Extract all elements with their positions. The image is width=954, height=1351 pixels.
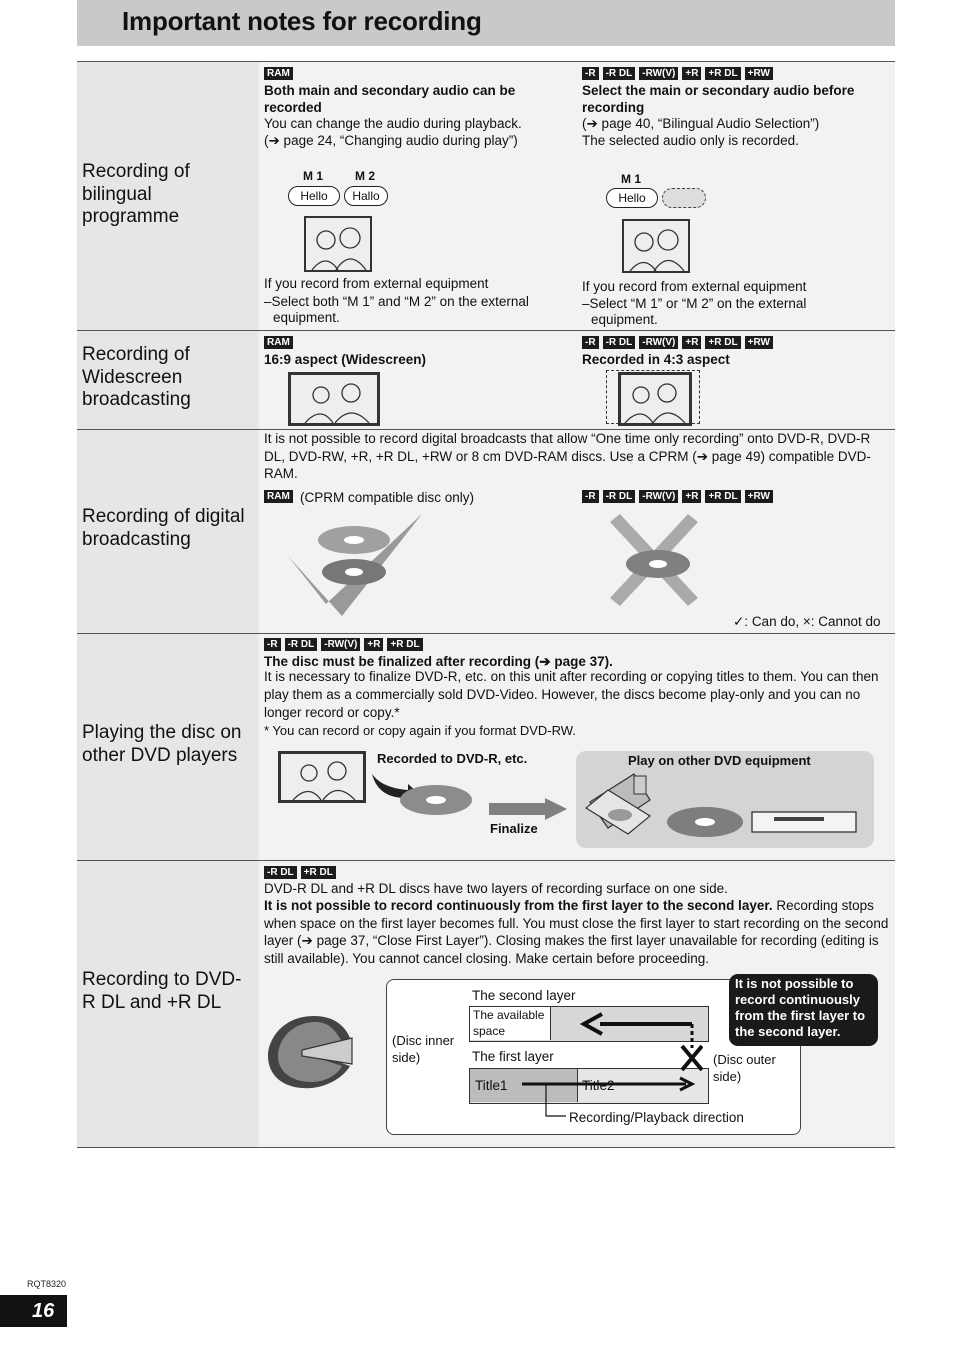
bilingual-left-ext2: –Select both “M 1” and “M 2” on the external: [264, 294, 529, 309]
play-label: Play on other DVD equipment: [628, 753, 811, 768]
dual-layer-text2-bold: It is not possible to record continuously from the first layer to the second layer.: [264, 898, 773, 913]
badge-group: [264, 866, 336, 879]
first-layer-label: The first layer: [472, 1049, 554, 1064]
row-label-cell: [77, 331, 259, 429]
bilingual-right-ext3: equipment.: [591, 312, 658, 327]
dual-layer-text1: DVD-R DL and +R DL discs have two layers of recording surface on one side.: [264, 881, 728, 896]
widescreen-tv-icon: [288, 372, 380, 426]
page-title: Important notes for recording: [122, 6, 482, 36]
row-label-cell: [77, 62, 259, 330]
badge-group: [264, 336, 293, 349]
finalize-footnote: * You can record or copy again if you format DVD-RW.: [264, 723, 576, 738]
bilingual-right-text2: The selected audio only is recorded.: [582, 133, 799, 148]
bilingual-right-heading: Select the main or secondary audio before recording: [582, 83, 855, 115]
disc-badge: -RW(V): [639, 490, 678, 503]
disc-badge: -RW(V): [321, 638, 360, 651]
disc-badge: +R DL: [705, 67, 740, 80]
table-bottom-rule: [77, 1147, 895, 1148]
row-label: Recording of digital broadcasting: [82, 506, 245, 550]
disc-badge: +RW: [745, 67, 773, 80]
bilingual-left-ext1: If you record from external equipment: [264, 276, 489, 291]
widescreen-left-heading: 16:9 aspect (Widescreen): [264, 352, 426, 367]
disc-badge: -R DL: [603, 67, 636, 80]
tv-picture-icon: [304, 216, 372, 272]
m2-label: M 2: [355, 169, 376, 183]
m1-label: M 1: [303, 169, 324, 183]
disc-badge: -R: [582, 336, 599, 349]
finalize-heading: The disc must be finalized after recording (➔ page 37).: [264, 654, 613, 669]
dvd-devices-icon: [584, 772, 870, 840]
dual-layer-text2: [264, 897, 890, 967]
second-layer-label: The second layer: [472, 988, 576, 1003]
disc-badge: +R DL: [705, 490, 740, 503]
row-label: Playing the disc on other DVD players: [82, 722, 242, 766]
four-three-tv-icon: [618, 372, 692, 426]
disc-badge: +R: [682, 67, 701, 80]
digital-left-note: (CPRM compatible disc only): [300, 490, 475, 505]
disc-badge: -RW(V): [639, 67, 678, 80]
bilingual-left-text2: (➔ page 24, “Changing audio during play”): [264, 133, 518, 148]
page-number: 16: [0, 1295, 67, 1327]
disc-badge: +R DL: [705, 336, 740, 349]
badge-group: [582, 67, 773, 80]
disc-badge: +R: [682, 336, 701, 349]
badge-group: [264, 67, 293, 80]
document-code: RQT8320: [27, 1279, 67, 1289]
check-disc-icon: [286, 512, 426, 620]
disc-outer-label: (Disc outer side): [713, 1052, 776, 1084]
disc-badge: -R DL: [285, 638, 318, 651]
finalize-text: It is necessary to finalize DVD-R, etc. on this unit after recording or copying titles to them. You can then play them as a commercially sold DVD-Video. However, the discs become play-only and you can no longer record or copy.*: [264, 669, 879, 720]
dual-layer-text2-rest: Recording stops when space on the first layer becomes full. You must close the first layer to start recording on the second layer (➔ page 37, “Close First Layer”). Closing makes the first layer unavailable for recording (editing is still available). You cannot cancel closing. Make certain before proceeding.: [264, 898, 889, 966]
row-label-cell: [77, 430, 259, 633]
finalize-arrow-icon: [489, 798, 569, 820]
badge-group: [264, 638, 423, 651]
disc-badge: +RW: [745, 490, 773, 503]
tv-picture-icon: [622, 219, 690, 273]
bilingual-right-ext2: –Select “M 1” or “M 2” on the external: [582, 296, 807, 311]
disc-badge: -R: [264, 638, 281, 651]
dual-layer-disc-icon: [266, 1012, 356, 1092]
cross-disc-icon: [606, 512, 702, 608]
m1-label: M 1: [621, 172, 642, 186]
digital-legend: ✓: Can do, ×: Cannot do: [733, 614, 881, 629]
disc-badge: +R DL: [301, 866, 336, 879]
finalize-label: Finalize: [490, 821, 538, 836]
record-arrow-disc-icon: [368, 768, 478, 820]
bilingual-left-text1: You can change the audio during playback.: [264, 116, 522, 131]
title1-label: Title1: [475, 1078, 508, 1093]
row-label-cell: [77, 634, 259, 860]
badge-group: [582, 336, 773, 349]
recorded-label: Recorded to DVD-R, etc.: [377, 751, 528, 766]
direction-label: Recording/Playback direction: [569, 1110, 744, 1125]
title2-label: Title2: [582, 1078, 615, 1093]
disc-badge: -R DL: [264, 866, 297, 879]
disc-inner-label: (Disc inner side): [392, 1033, 455, 1065]
disc-badge: +RW: [745, 336, 773, 349]
speech-bubble: Hallo: [344, 186, 388, 206]
badge-group: [264, 490, 293, 503]
widescreen-right-heading: Recorded in 4:3 aspect: [582, 352, 730, 367]
row-label: Recording of bilingual programme: [82, 161, 190, 227]
disc-badge: RAM: [264, 336, 293, 349]
speech-bubble: Hello: [288, 186, 340, 206]
row-label-cell: [77, 861, 259, 1148]
disc-badge: RAM: [264, 67, 293, 80]
disc-badge: -R: [582, 490, 599, 503]
muted-speech-bubble: [662, 188, 706, 208]
bilingual-right-ext1: If you record from external equipment: [582, 279, 807, 294]
bilingual-left-ext3: equipment.: [273, 310, 340, 325]
row-label: Recording of Widescreen broadcasting: [82, 344, 191, 410]
disc-badge: -RW(V): [639, 336, 678, 349]
disc-badge: -R: [582, 67, 599, 80]
row-label: Recording to DVD-R DL and +R DL: [82, 969, 242, 1013]
warning-callout-text: It is not possible to record continuously from the first layer to the second layer.: [735, 976, 866, 1039]
speech-bubble: Hello: [606, 188, 658, 208]
first-layer-arrow-icon: [498, 1040, 703, 1120]
tv-picture-icon: [278, 751, 366, 803]
disc-badge: +R: [364, 638, 383, 651]
disc-badge: RAM: [264, 490, 293, 503]
bilingual-right-text1: (➔ page 40, “Bilingual Audio Selection”): [582, 116, 820, 131]
badge-group: [582, 490, 773, 503]
disc-badge: -R DL: [603, 490, 636, 503]
disc-badge: -R DL: [603, 336, 636, 349]
disc-badge: +R: [682, 490, 701, 503]
available-space-label: The available space: [473, 1008, 545, 1038]
bilingual-left-heading: Both main and secondary audio can be recorded: [264, 83, 516, 115]
digital-intro: It is not possible to record digital broadcasts that allow “One time only recording” onto DVD-R, DVD-R DL, DVD-RW, +R, +R DL, +RW or 8 cm DVD-RAM discs. Use a CPRM (➔ page 49) compatible DVD-RAM.: [264, 431, 871, 481]
disc-badge: +R DL: [387, 638, 422, 651]
